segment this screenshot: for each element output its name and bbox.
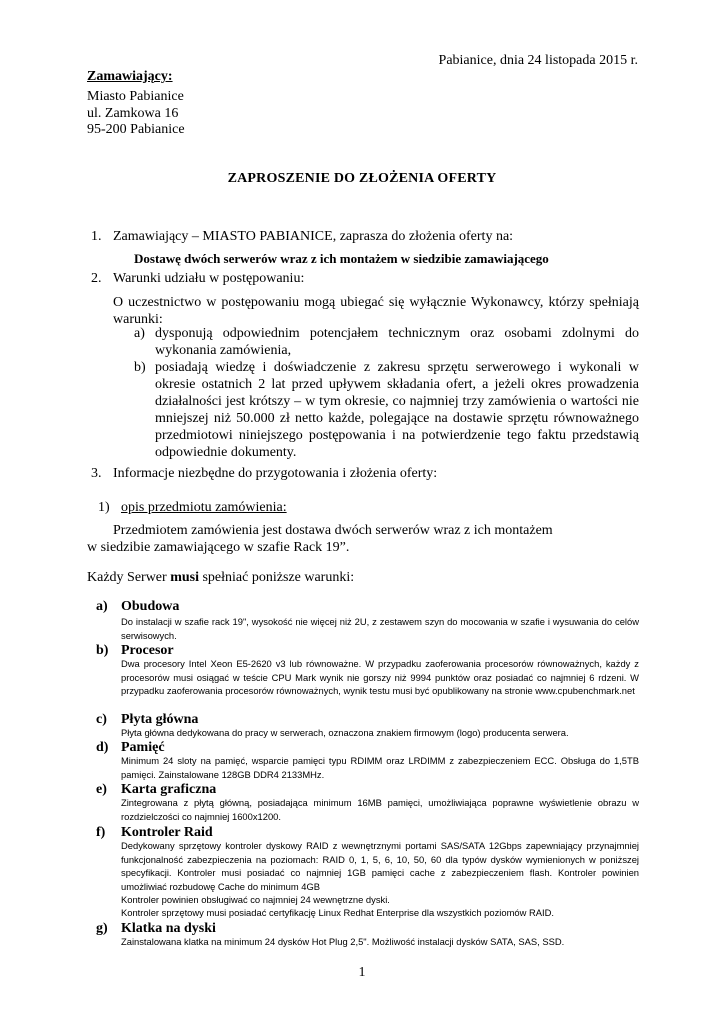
section-e-title: Karta graficzna [121, 782, 217, 797]
requirements-intro-start: Każdy Serwer [87, 570, 171, 585]
section-d-letter: d) [96, 740, 109, 755]
section-f-title: Kontroler Raid [121, 825, 213, 840]
section-f-extra-1: Kontroler powinien obsługiwać co najmniej 24 wewnętrzne dyski. [121, 894, 390, 905]
participation-paragraph: O uczestnictwo w postępowaniu mogą ubiegać się wyłącznie Wykonawcy, którzy spełniają warunki: [113, 295, 639, 327]
page-number: 1 [358, 965, 366, 980]
requirements-intro-end: spełniać poniższe warunki: [198, 570, 355, 585]
section-f-extra-2: Kontroler sprzętowy musi posiadać certyfikację Linux Redhat Enterprise dla wszystkich poziomów RAID. [121, 907, 554, 918]
section-b-body: Dwa procesory Intel Xeon E5-2620 v3 lub równoważne. W przypadku zaoferowania procesorów równoważnych, każdy z procesorów musi osiągać w teście CPU Mark wynik nie gorszy niż 9994 punktów oraz posiadać co najmniej 6 rdzeni. W przypadku zaoferowania procesorów równoważnych, wynik testu musi być opublikowany na stronie www.cpubenchmark.net [121, 658, 639, 697]
section-a-letter: a) [96, 599, 108, 614]
order-description-line-1: Przedmiotem zamówienia jest dostawa dwóch serwerów wraz z ich montażem [113, 523, 553, 538]
point-2-number: 2. [91, 271, 102, 286]
section-c-body: Płyta główna dedykowana do pracy w serwerach, oznaczona znakiem firmowym (logo) producenta serwera. [121, 727, 569, 738]
section-b-letter: b) [96, 643, 109, 658]
buyer-address-line: 95-200 Pabianice [87, 122, 185, 137]
requirements-intro [87, 569, 354, 586]
point-3-number: 3. [91, 466, 102, 481]
section-f-body: Dedykowany sprzętowy kontroler dyskowy RAID z wewnętrznymi portami SAS/SATA 12Gbps zapewniający przynajmniej funkcjonalność zabezpieczenia na poziomach: RAID 0, 1, 5, 6, 10, 50, 60 dla typów dysków wymienionych w poniższej specyfikacji. Kontroler musi posiadać co najmniej 1GB pamięci cache z zabezpieczeniem flash. Kontroler powinien umożliwiać rozbudowę Cache do minimum 4GB [121, 840, 639, 892]
section-f-letter: f) [96, 825, 106, 840]
section-b-title: Procesor [121, 643, 174, 658]
section-d-body: Minimum 24 sloty na pamięć, wsparcie pamięci typu RDIMM oraz LRDIMM z zabezpieczeniem ECC. Obsługa do 1,5TB pamięci. Zainstalowane 128GB DDR4 2133MHz. [121, 755, 639, 780]
point-3-text: Informacje niezbędne do przygotowania i złożenia oferty: [113, 466, 438, 481]
condition-b-label: b) [134, 360, 146, 375]
buyer-address [87, 88, 185, 138]
section-c-letter: c) [96, 712, 107, 727]
subpoint-1-text: opis przedmiotu zamówienia: [121, 500, 287, 515]
section-g-body: Zainstalowana klatka na minimum 24 dysków Hot Plug 2,5". Możliwość instalacji dysków SATA, SAS, SSD. [121, 936, 565, 947]
section-g-title: Klatka na dyski [121, 921, 216, 936]
section-e-letter: e) [96, 782, 107, 797]
point-1-text: Zamawiający – MIASTO PABIANICE, zaprasza do złożenia oferty na: [113, 229, 514, 244]
condition-b-text: posiadają wiedzę i doświadczenie z zakresu sprzętu serwerowego i wykonali w okresie ostatnich 2 lat przed upływem składania ofert, a jeżeli okres prowadzenia działalności jest krótszy – w tym okresie, co najmniej trzy zamówienia o wartości nie mniejszej niż 50.000 zł netto każde, polegające na dostawie sprzętu równoważnego przedmiotowi niniejszego postępowania i na potwierdzenie tego faktu przedstawią odpowiednie dokumenty. [155, 360, 639, 460]
point-2-text: Warunki udziału w postępowaniu: [113, 271, 305, 286]
buyer-heading: Zamawiający: [87, 69, 173, 84]
section-c-title: Płyta główna [121, 712, 199, 727]
document-title: ZAPROSZENIE DO ZŁOŻENIA OFERTY [227, 171, 497, 186]
buyer-address-line: ul. Zamkowa 16 [87, 105, 179, 121]
section-a-title: Obudowa [121, 599, 180, 614]
condition-a-text: dysponują odpowiednim potencjałem technicznym oraz osobami zdolnymi do wykonania zamówienia, [155, 326, 639, 358]
section-d-title: Pamięć [121, 740, 165, 755]
section-e-body: Zintegrowana z płytą główną, posiadająca minimum 16MB pamięci, umożliwiająca poprawne wyświetlenie obrazu w rozdzielczości co najmniej 1600x1200. [121, 797, 639, 822]
section-a-body: Do instalacji w szafie rack 19", wysokość nie więcej niż 2U, z zestawem szyn do mocowania w szafie i wysuwania do celów serwisowych. [121, 616, 639, 641]
order-subject: Dostawę dwóch serwerów wraz z ich montażem w siedzibie zamawiającego [134, 251, 549, 266]
point-1-number: 1. [91, 229, 102, 244]
condition-a-label: a) [134, 326, 145, 341]
buyer-address-line: Miasto Pabianice [87, 89, 184, 104]
document-date: Pabianice, dnia 24 listopada 2015 r. [438, 53, 638, 68]
order-description-line-2: w siedzibie zamawiającego w szafie Rack 19”. [87, 540, 350, 555]
subpoint-1-number: 1) [98, 500, 110, 515]
section-g-letter: g) [96, 921, 108, 936]
requirements-intro-emphasis: musi [170, 570, 199, 585]
